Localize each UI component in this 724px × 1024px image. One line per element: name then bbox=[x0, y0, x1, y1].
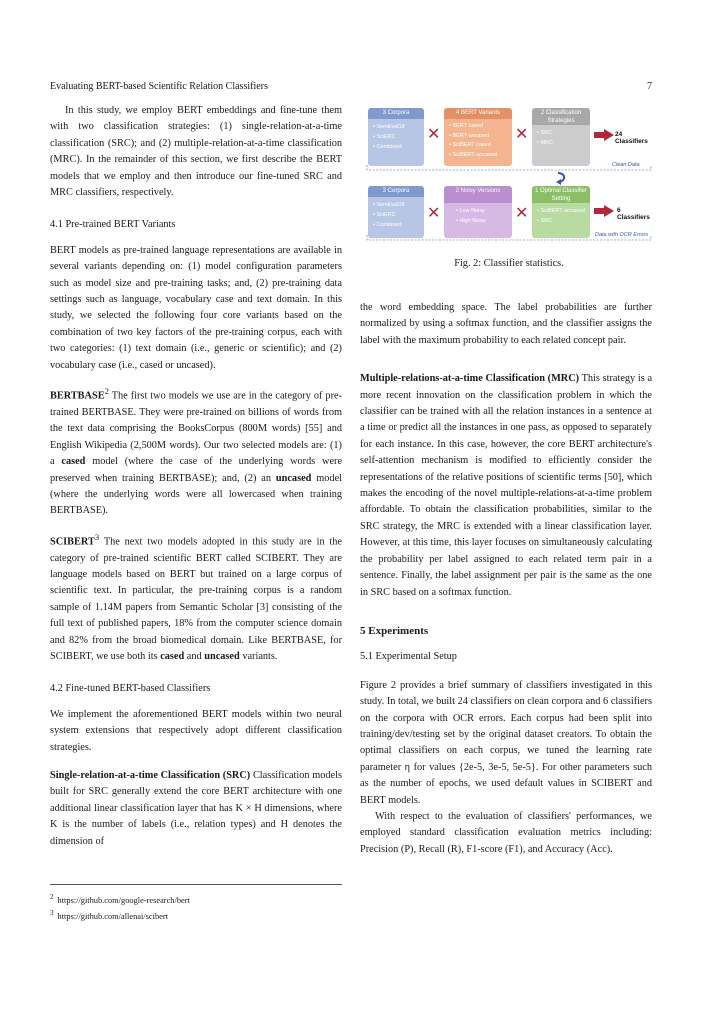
strategies-head: 2 Classification Strategies bbox=[532, 108, 590, 125]
ocr-data-label: Data with OCR Errors bbox=[595, 232, 649, 238]
running-header bbox=[50, 81, 652, 92]
bert-base-text-2: model (where the case of the underlying words were preserved when training BERTBASE); and, (2) an bbox=[50, 456, 343, 484]
noisy-versions-list bbox=[444, 203, 512, 238]
mrc-paragraph bbox=[360, 371, 652, 601]
strategy-item: • SRC bbox=[537, 130, 553, 136]
section-5-1-paragraph-1: Figure 2 provides a brief summary of classifiers investigated in this study. In total, we built 24 classifiers on clean corpora and 6 classifiers on the corpora with OCR errors. Each corpus had been split into training/dev/testing set by the original dataset creators. To obtain the optimal classifiers on each corpus, we tuned the learning rate parameter η for values {2e-5, 3e-5, 5e-5}. For other parameters such as the number of epochs, we used default values in SCIBERT and BERT models. bbox=[360, 679, 652, 806]
uncased-term: uncased bbox=[275, 472, 312, 484]
src-paragraph bbox=[50, 768, 342, 850]
running-title: Evaluating BERT-based Scientific Relation Classifiers bbox=[50, 81, 268, 92]
footnote-3 bbox=[50, 907, 342, 923]
bottom-corpora-head: 3 Corpora bbox=[368, 186, 424, 197]
footnote-2 bbox=[50, 891, 342, 907]
result-arrow-icon bbox=[594, 129, 614, 141]
figure-caption: Fig. 2: Classifier statistics. bbox=[454, 258, 564, 269]
top-corpora-item: • Combined bbox=[373, 144, 402, 150]
src-heading: Single-relation-at-a-time Classification (SRC) bbox=[50, 770, 251, 782]
bert-variants-head: 4 BERT Variants bbox=[444, 108, 512, 119]
bottom-corpora-item: • Combined bbox=[373, 222, 402, 228]
section-5-1-heading: 5.1 Experimental Setup bbox=[360, 651, 457, 663]
right-column bbox=[360, 300, 652, 858]
optimal-item: • SRC bbox=[537, 218, 553, 224]
noisy-versions-head: 2 Noisy Versions bbox=[444, 186, 512, 203]
optimal-item: • SciBERT uncased bbox=[537, 208, 585, 214]
bert-base-paragraph bbox=[50, 383, 342, 520]
classifier-statistics-figure bbox=[364, 108, 654, 246]
result-arrow-icon bbox=[594, 205, 614, 217]
intro-paragraph: In this study, we employ BERT embeddings and fine-tune them with two classification strategies: (1) single-relation-at-a-time classification (SRC); and (2) multiple-relation-at-a-time classification (MRC). In the remainder of this section, we first describe the BERT models that we employ and then introduce our fine-tuned SRC and MRC classifiers, respectively. bbox=[50, 105, 342, 199]
bottom-corpora-list bbox=[368, 197, 424, 238]
scibert-text-1: The next two models adopted in this study are in the category of pre-trained scientific BERT called SCIBERT. They are language models based on BERT but trained on a large corpus of scientific text. In particular, the pre-training corpus is a random sample of 1.14M papers from Semantic Scholar [3] consisting of the full text of published papers, 18% from the computer science domain and 82% from the broad biomedical domain. Like BERTBASE, for SCIBERT, we use both its bbox=[50, 536, 343, 663]
scibert-and: and bbox=[186, 651, 202, 663]
bert-variant-item: • BERT cased bbox=[449, 123, 484, 129]
section-4-2-heading: 4.2 Fine-tuned BERT-based Classifiers bbox=[50, 683, 211, 695]
section-5-1-paragraph-2: With respect to the evaluation of classifiers' performances, we employed standard classification evaluation metrics including: Precision (P), Recall (R), F1-score (F1), and Accuracy (Acc). bbox=[360, 810, 652, 855]
multiply-icon: ✕ bbox=[515, 203, 529, 222]
left-column bbox=[50, 103, 342, 850]
src-continuation: the word embedding space. The label probabilities are further normalized by using a softmax function, and the classifier assigns the label with the maximum probability to each related concept pair. bbox=[360, 302, 652, 346]
bert-base-text-1: The first two models we use are in the category of pre-trained BERTBASE. They were pre-trained on billions of words from the text data comprising the BooksCorpus (800M words) [55] and English Wikipedia (2,500M words). Our two selected models are: (1) a bbox=[50, 390, 343, 468]
bert-variants-box bbox=[444, 108, 512, 166]
bert-base-text-3: model (where the underlying words were all lowercased when training BERTBASE). bbox=[50, 472, 343, 517]
multiply-icon: ✕ bbox=[427, 124, 441, 143]
bottom-corpora-box bbox=[368, 186, 424, 238]
optimal-setting-list bbox=[532, 203, 590, 238]
top-corpora-item: • SemEval18 bbox=[373, 124, 405, 130]
optimal-setting-box bbox=[532, 186, 590, 238]
top-corpora-item: • SciERC bbox=[373, 134, 396, 140]
bert-variant-item: • BERT uncased bbox=[449, 132, 490, 139]
bottom-corpora-item: • SciERC bbox=[373, 212, 396, 218]
top-result-label: 24 Classifiers bbox=[615, 131, 648, 145]
strategies-box bbox=[532, 108, 590, 166]
cased-term: cased bbox=[61, 456, 86, 468]
scibert-text-2: variants. bbox=[242, 651, 278, 663]
mrc-heading: Multiple-relations-at-a-time Classification (MRC) bbox=[360, 373, 580, 385]
optimal-setting-head: 1 Optimal Classifier Setting bbox=[532, 186, 590, 203]
bert-variants-list bbox=[444, 119, 512, 166]
top-corpora-box bbox=[368, 108, 424, 166]
noisy-item: • High Noisy bbox=[456, 218, 487, 224]
down-arrow-icon bbox=[555, 171, 567, 187]
multiply-icon: ✕ bbox=[515, 124, 529, 143]
src-text: Classification models built for SRC generally extend the core BERT architecture with one additional linear classification layer that has K × H dimensions, where K is the number of labels (i.e., relation types) and H denotes the dimension of bbox=[50, 770, 342, 847]
footnote-3-mark: 3 bbox=[50, 909, 54, 918]
bert-variant-item: • SciBERT cased bbox=[449, 142, 491, 148]
section-4-1-paragraph: BERT models as pre-trained language representations are available in several variants depending on: (1) model configuration parameters such as model size and pre-training tasks; and, (2) pre-training data settings such as language, vocabulary case and text domain. In this study, we selected the following four core variants based on the combination of two key factors of the pre-training corpus, each with two categories: (1) text domain (i.e., generic or scientific); and (2) vocabulary case (i.e., cased or uncased). bbox=[50, 244, 342, 371]
strategies-list bbox=[532, 125, 590, 166]
bert-base-heading: BERTBASE bbox=[50, 390, 105, 402]
top-corpora-list bbox=[368, 119, 424, 166]
strategy-item: • MRC bbox=[537, 140, 553, 146]
clean-data-label: Clean Data bbox=[612, 162, 640, 168]
page-number: 7 bbox=[647, 81, 652, 92]
bottom-corpora-item: • SemEval18 bbox=[373, 202, 405, 208]
footnote-ref-2: 2 bbox=[104, 386, 109, 397]
bert-variant-item: • SciBERT uncased bbox=[449, 151, 497, 158]
scibert-heading: SCIBERT bbox=[50, 536, 95, 548]
section-5-heading: 5 Experiments bbox=[360, 624, 429, 637]
mrc-text: This strategy is a more recent innovation on the classification problem in which the classifier can be trained with all the relation instances in a sentence at a time or predict all the instances in one pass, as opposed to separately for each instance. In this case, however, the core BERT architecture's self-attention mechanism is modified to efficiently consider the representations of the relative positions of scientific terms [50], which makes the encoding of the novel multiple-relations-at-a-time problem affordable. To obtain the classification probabilities, similar to the SRC strategy, the MRC is extended with a linear classification layer. However, at this time, this layer focuses on simultaneously calculating the probability per label assigned to each related term pair in a sentence. Finally, the label assignment per pair is the same as the one in SRC based on a softmax function. bbox=[360, 373, 653, 598]
multiply-icon: ✕ bbox=[427, 203, 441, 222]
footnote-ref-3: 3 bbox=[94, 531, 100, 542]
top-corpora-head: 3 Corpora bbox=[368, 108, 424, 119]
noisy-versions-box bbox=[444, 186, 512, 238]
section-4-1-heading: 4.1 Pre-trained BERT Variants bbox=[50, 219, 176, 231]
scibert-cased-term: cased bbox=[160, 651, 185, 663]
section-4-2-paragraph: We implement the aforementioned BERT models within two neural system extensions that respectively adopt different classification strategies. bbox=[50, 708, 342, 753]
footnote-2-link[interactable]: https://github.com/google-research/bert bbox=[57, 895, 190, 905]
footnote-3-link[interactable]: https://github.com/allenai/scibert bbox=[57, 912, 168, 922]
footnotes bbox=[50, 884, 342, 924]
scibert-uncased-term: uncased bbox=[204, 651, 240, 663]
footnote-2-mark: 2 bbox=[50, 893, 54, 901]
scibert-paragraph bbox=[50, 529, 342, 666]
bottom-result-label: 6 Classifiers bbox=[617, 207, 650, 221]
noisy-item: • Low Noisy bbox=[456, 208, 485, 214]
